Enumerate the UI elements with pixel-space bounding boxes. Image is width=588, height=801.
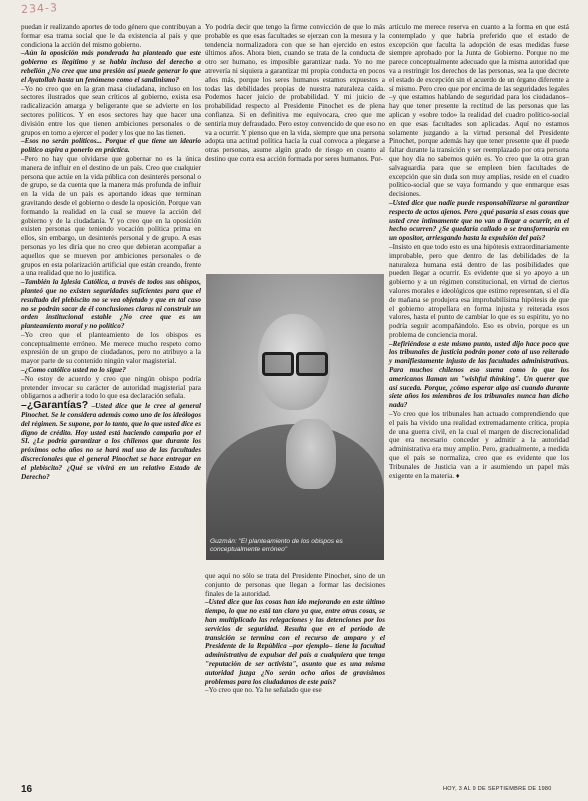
section-paragraph bbox=[21, 401, 201, 481]
question-paragraph: –Usted dice que nadie puede responsabilizarse ni garantizar respecto de actos ajenos. Pero ¿qué pasaría si esas cosas que usted cree íntimamente que no van a llegar a ocurrir, en el hecho ocurren? ¿Se quedaría callado o se transformaría en un opositor, arriesgando hasta la expulsión del país? bbox=[389, 198, 569, 243]
paragraph: –Yo creo que los tribunales han actuado comprendiendo que el país ha vivido una realidad extremadamente crítica, propia de una guerra civil, en la cual el margen de discrecionalidad que era necesario conceder y admitir a la autoridad administrativa era muy amplio. Pero, gradualmente, a medida que el país se normaliza, creo que es evidente que los Tribunales de Justicia van a ir asumiendo un papel más exigente en la materia. ♦ bbox=[389, 410, 569, 480]
portrait-photo bbox=[206, 274, 384, 560]
photo-caption: Guzmán: "El planteamiento de los obispos es conceptualmente erróneo" bbox=[210, 538, 343, 553]
question-paragraph: –Aún la oposición más ponderada ha planteado que este gobierno es ilegítimo y se habla incluso del derecho a rebelión ¿No cree que una presión así puede generar lo que el Ayatollah hasta un fenómeno como el sandinismo? bbox=[21, 49, 201, 84]
section-heading: –¿Garantías? bbox=[21, 399, 89, 412]
question-paragraph: –¿Como católico usted no lo sigue? bbox=[21, 366, 126, 375]
paragraph: puedan ir realizando aportes de todo género que contribuyan a formar esa trama social que le da existencia al país y que condiciona la acción del mismo gobierno. bbox=[21, 23, 201, 49]
page-number: 16 bbox=[21, 784, 33, 795]
paragraph: –Yo creo que el planteamiento de los obispos es conceptualmente erróneo. Me merece mucho respeto como expresión de un grupo de ciudadanos, pero no atribuyo a la mayor parte de su contenido ningún valor magisterial. bbox=[21, 330, 201, 366]
paragraph: –Yo creo que no. Ya he señalado que ese bbox=[205, 686, 322, 695]
question-text: –Usted dice que le cree al general Pinochet. Se le considera además como uno de los ideólogos del régimen. Se supone, por lo tanto, que lo que usted dice es digno de crédito. Hoy usted está haciendo campaña por el SI. ¿Le podría garantizar a los chilenos que durante los próximos ocho años no se hará mal uso de las facultades discrecionales que el general Pinochet se hace entregar en el plebiscito? ¿Qué se vivirá en un relativo Estado de Derecho? bbox=[21, 402, 201, 481]
paragraph: –Pero no hay que olvidarse que gobernar no es la única manera de influir en el destino de un país. Creo que cualquier persona que actúe en la vida pública con desinterés personal o de grupo, se da cuenta que la manera más profunda de influir en la vida de un país es aportando ideas que terminan gravitando desde el gobierno o desde la oposición. Porque van formando la realidad en la cual se mueve la acción del gobierno y de la ciudadanía. Y yo creo que en la oposición existen personas que teniendo vocación política prima en ellos, sin embargo, un desinterés personal y de grupo. A esas personas yo les diría que no creo que debieran acompañar a aquellos que se mueven por ambiciones personales o de grupos en esta polarización artificial que están creando, frente a una realidad que no lo justifica. bbox=[21, 154, 201, 278]
paragraph: artículo me merece reserva en cuanto a la forma en que está contemplado y que habría preferido que el estado de excepción que faculta la adopción de esas medidas fuese siempre aprobado por la Junta de Gobierno. Porque no me parece conceptualmente adecuado que la misma autoridad que va a restringir los derechos de las personas, sea la que decrete el estado de excepción sin el acuerdo de un órgano diferente a sí mismo. Pero creo que por encima de las seguridades legales –y que estamos hablando de seguridad para los ciudadanos– hay que tener presente la rectitud de las personas que las aplican y «sobre todo» la realidad del cuadro político-social en que esas facultades son aplicadas. Aquí no estamos solamente juzgando a la virtud personal del Presidente Pinochet, porque además hay que tener presente que él puede faltar durante la transición y ser reemplazado por otra persona que hoy día no sabemos quién es. Yo creo que la otra gran salvaguardia para que se empleen bien facultades de excepción que sin duda son muy amplias, reside en el cuadro político-social que se vaya formando y que enmarque esas decisiones. bbox=[389, 23, 569, 199]
paragraph: –No estoy de acuerdo y creo que ningún obispo podría pretender invocar su carácter de autoridad magisterial para obligarnos a adherir a todo lo que esa declaración señala. bbox=[21, 374, 201, 401]
column-middle-lower bbox=[205, 572, 385, 695]
paragraph: Yo podría decir que tengo la firme convicción de que lo más probable es que esas facultades se ejerzan con la mesura y la tendencia normalizadora con que se han ejercido en estos últimos años. Ahora bien, cuando se trata de la conducta de otro ser humano, es imposible garantizar nada. Yo no me atrevería ni siquiera a garantizar mi propia conducta en pocos años más, porque los seres humanos estamos expuestos a todas las debilidades propias de nuestra naturaleza caída. Podemos hacer juicio de probabilidad. Y mi juicio de probabilidad respecto al Presidente Pinochet es de plena confianza. Si en definitiva me equivocara, creo que me sentiría muy defraudado. Pero estoy convencido de que eso no va a ocurrir. Y pienso que en la vida, siempre que una persona adopta una actitud política hacia la cual convoca a plegarse a otras personas, asume algún grado de riesgo en cuanto al destino que corra esa acción formada por seres humanos. Por- bbox=[205, 23, 385, 163]
question-paragraph: –También la Iglesia Católica, a través de todos sus obispos, planteó que no existen seguridades suficientes para que el resultado del plebiscito no se vea objetado y que en tal caso no se podrán sacar de él conclusiones claras ni construir un orden institucional estable ¿No cree que es un planteamiento moral y no político? bbox=[21, 278, 201, 331]
paragraph: –Insisto en que todo esto es una hipótesis extraordinariamente improbable, pero que dentro de las debilidades de la naturaleza humana está dentro de las posibilidades que pueden llegar a ocurrir. Es evidente que si yo apoyo a un gobierno y a un régimen constitucional, en virtud de ciertos valores morales e ideológicos que estimo representan, si el día de mañana se produjera esa improbabilísima hipótesis de que el gobierno atropellara en forma injusta y reiterada esos valores, hasta el punto de cambiar lo que es su espíritu, yo no podría seguir acompañándolo. Eso es obvio, porque es un problema de conciencia moral. bbox=[389, 242, 569, 339]
issue-date: HOY, 3 AL 9 DE SEPTIEMBRE DE 1980 bbox=[443, 786, 552, 792]
column-left bbox=[21, 23, 201, 481]
question-paragraph: –Usted dice que las cosas han ido mejorando en este último tiempo, lo que no está tan claro ya que, entre otras cosas, se han multiplicado las relegaciones y las detenciones por los servicios de seguridad. Resulta que en el período de transición se termina con el recurso de amparo y el Presidente de la República –por ejemplo– tiene la facultad administrativa de expulsar del país a cualquiera que tenga "reputación de ser activista", asunto que es una misma autoridad juzga ¿No serán ocho años de gravísimos problemas para los ciudadanos de este país? bbox=[205, 598, 385, 686]
photo-glasses bbox=[262, 352, 328, 374]
question-paragraph: –Esos no serán políticos... Porque el que tiene un ideario político aspira a ponerlo en práctica. bbox=[21, 137, 201, 155]
paragraph: que aquí no sólo se trata del Presidente Pinochet, sino de un conjunto de personas que llegan a formar las decisiones finales de la autoridad. bbox=[205, 572, 385, 598]
question-paragraph: –Refiriéndose a este mismo punto, usted dijo hace poco que los tribunales de justicia podrán poner coto al uso reiterado y manifiestamente injusto de las facultades administrativas. Para muchos chilenos eso suena como lo que los americanos llaman un "wishful thinking". Un querer que así suceda. Porque, ¿cómo esperar algo así cuando durante siete años los miembros de los tribunales nunca han dicho nada? bbox=[389, 339, 569, 410]
column-middle bbox=[205, 23, 385, 164]
paragraph: –Yo no creo que en la gran masa ciudadana, incluso en los sectores ilustrados que sean críticos al gobierno, exista esa radicalización amarga y beligerante que se advierte en los sectores políticos. Y en esos sectores hay que hacer una división entre los que tienen ambiciones personales o de grupos en torno a ejercer el poder y los que no las tienen. bbox=[21, 84, 201, 137]
handwritten-page-mark: 234-3 bbox=[20, 1, 59, 16]
photo-hand bbox=[286, 419, 336, 489]
column-right bbox=[389, 23, 569, 480]
